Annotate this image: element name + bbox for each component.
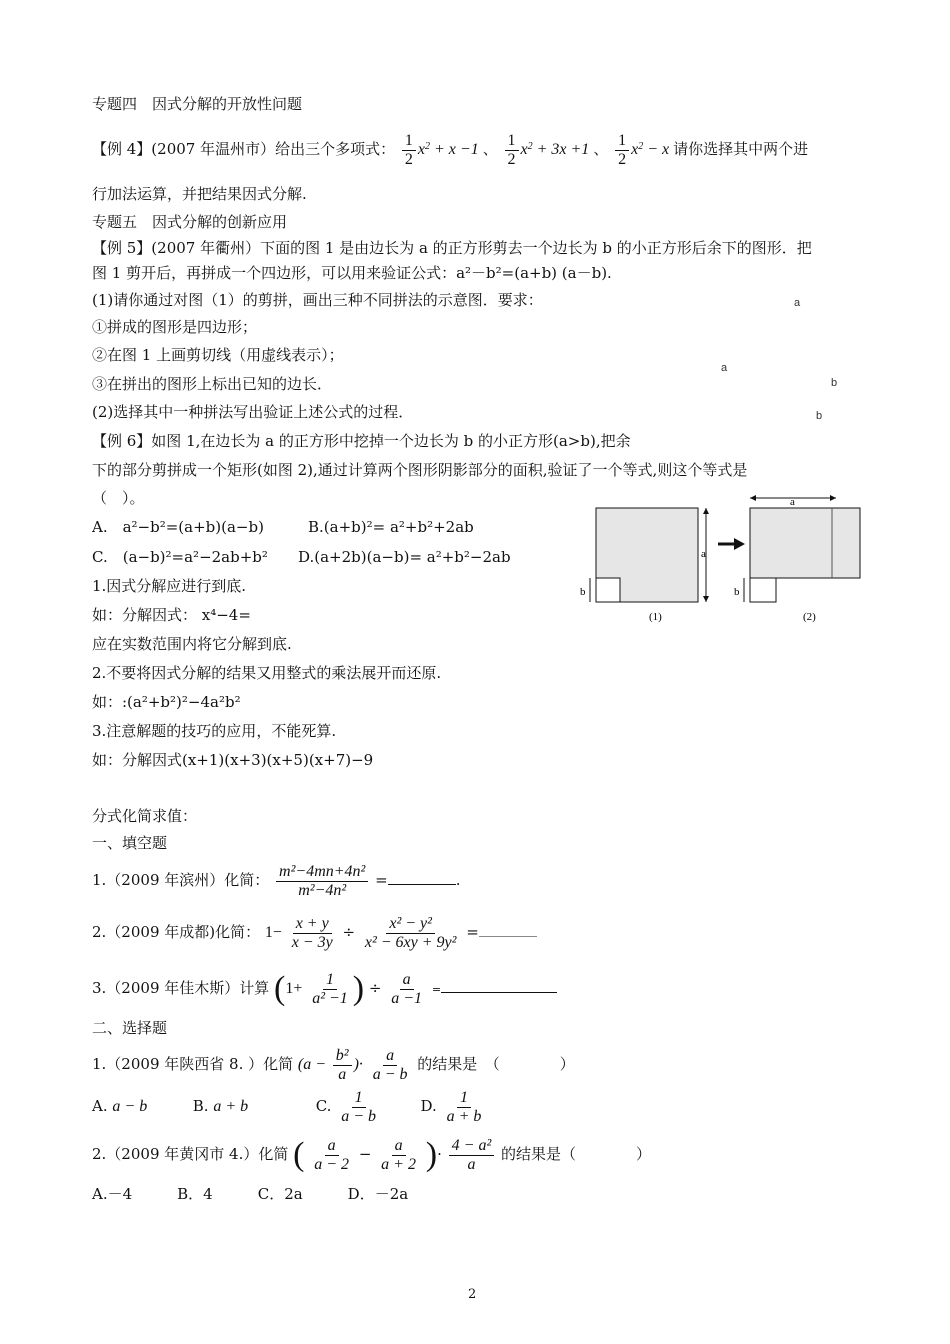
- choice1-option-d[interactable]: D. $\frac{1}{a + b}$: [420, 1088, 482, 1125]
- choice2-fraction-1: $\frac{a}{a - 2}$: [314, 1136, 350, 1173]
- choice2-fraction-3: $\frac{\text{4 − a²}}{a}$: [449, 1137, 495, 1174]
- example6-option-d: D.(a+2b)(a−b)= a²+b²−2ab: [298, 548, 511, 566]
- example6-option-c: C. (a−b)²=a²−2ab+b²: [92, 548, 268, 566]
- figure2-small-square: [750, 578, 776, 602]
- fill3-fraction-2: $\frac{a}{a -1}$: [391, 970, 423, 1007]
- figure2-caption: (2): [803, 611, 816, 623]
- choice2-options: A.－4 B．4 C．2a D．－2a: [92, 1185, 409, 1203]
- note1-example: 如：分解因式： x⁴−4=: [92, 606, 251, 624]
- figure2-label-a: a: [790, 496, 795, 508]
- fill2-answer-blank[interactable]: [479, 936, 537, 937]
- note2: 2.不要将因式分解的结果又用整式的乘法展开而还原.: [92, 664, 442, 682]
- side-label-b2: b: [816, 410, 823, 422]
- fill-question-1: 1.（2009 年滨州）化简： $\frac{\text{m²−4mn+4n²}}{\text{m²−4n²}}$ = .: [92, 862, 461, 899]
- choice-question-1: 1.（2009 年陕西省 8. ）化简 (a − $\frac{\text{b²}}{a}$ )· $\frac{a}{a - b}$ 的结果是 （ ）: [92, 1046, 575, 1083]
- example5-requirement2: ②在图 1 上画剪切线（用虚线表示）；: [92, 346, 344, 364]
- choice-title: 二、选择题: [92, 1019, 168, 1037]
- side-label-a2: a: [721, 362, 728, 374]
- figure1-small-square: [596, 578, 620, 602]
- fill2-fraction-1: $\frac{x + y}{x - 3y}$: [291, 914, 333, 951]
- polynomial-1: $\frac{1}{2}$ $x^2 + x -1$: [400, 141, 483, 158]
- page-number: 2: [468, 1287, 477, 1302]
- fill2-fraction-2: $\frac{\text{x² − y²}}{\text{x² − 6xy + 9y²}}$: [364, 914, 457, 951]
- fill-blank-title: 一、填空题: [92, 834, 168, 852]
- figure2-rectangle: [750, 508, 860, 578]
- note1-tail: 应在实数范围内将它分解到底.: [92, 635, 292, 653]
- fraction-section-title: 分式化简求值：: [92, 807, 198, 825]
- example5-line1: 【例 5】(2007 年衢州）下面的图 1 是由边长为 a 的正方形剪去一个边长为 b 的小正方形后余下的图形．把: [92, 239, 812, 257]
- example6-figure: [570, 486, 870, 626]
- example4-suffix: 请你选择其中两个进: [673, 140, 809, 158]
- choice-question-2: 2.（2009 年黄冈市 4.）化简 ( $\frac{a}{a - 2}$ − $\frac{a}{a + 2}$ )· $\frac{\text{4 − a²}}{a}$ 的结果是（ ）: [92, 1136, 652, 1173]
- polynomial-2: $\frac{1}{2}$ $x^2 + 3x +1$: [503, 141, 594, 158]
- example5-requirement3: ③在拼出的图形上标出已知的边长．: [92, 375, 333, 393]
- fill-question-3: 3.（2009 年佳木斯）计算 (1+ $\frac{1}{\text{a² −1}}$ ) ÷ $\frac{a}{a -1}$ =: [92, 964, 557, 1014]
- side-label-a1: a: [794, 297, 801, 309]
- note3: 3.注意解题的技巧的应用，不能死算.: [92, 722, 337, 740]
- example4-line2: 行加法运算，并把结果因式分解.: [92, 185, 307, 203]
- note2-example: 如：:(a²+b²)²−4a²b²: [92, 693, 241, 711]
- choice1-option-c[interactable]: C. $\frac{1}{a - b}$: [315, 1088, 376, 1125]
- example5-requirement1: ①拼成的图形是四边形；: [92, 318, 258, 336]
- example5-line2: 图 1 剪开后，再拼成一个四边形，可以用来验证公式：a²－b²=(a+b) (a－b).: [92, 264, 612, 282]
- side-label-b1: b: [831, 377, 838, 389]
- example6-line3: （ ）。: [92, 489, 145, 507]
- choice1-option-b[interactable]: B. a + b: [192, 1097, 249, 1115]
- note3-example: 如：分解因式(x+1)(x+3)(x+5)(x+7)−9: [92, 751, 374, 769]
- figure1-label-a: a: [701, 548, 706, 560]
- example6-line2: 下的部分剪拼成一个矩形(如图 2),通过计算两个图形阴影部分的面积,验证了一个等式,则这个等式是: [92, 461, 748, 479]
- choice1-option-a[interactable]: A. a − b: [92, 1097, 148, 1115]
- figure1-label-b: b: [580, 586, 586, 598]
- fill-question-2: 2.（2009 年成都)化简： 1− $\frac{x + y}{x - 3y}$ ÷ $\frac{\text{x² − y²}}{\text{x² − 6xy + 9y²}}$ =: [92, 910, 537, 955]
- example5-question2: (2)选择其中一种拼法写出验证上述公式的过程．: [92, 403, 414, 421]
- fill1-fraction: $\frac{\text{m²−4mn+4n²}}{\text{m²−4n²}}$: [276, 863, 368, 900]
- topic5-title: 专题五 因式分解的创新应用: [92, 213, 288, 231]
- example6-option-a: A. a²−b²=(a+b)(a−b): [92, 518, 264, 536]
- choice1-options: [92, 1086, 486, 1127]
- choice1-fraction-1: $\frac{\text{b²}}{a}$: [333, 1047, 352, 1084]
- fill1-answer-blank[interactable]: [388, 884, 456, 885]
- example6-line1: 【例 6】如图 1,在边长为 a 的正方形中挖掉一个边长为 b 的小正方形(a>b),把余: [92, 432, 631, 450]
- figure2-label-b: b: [734, 586, 740, 598]
- fill3-answer-blank[interactable]: [441, 992, 557, 993]
- polynomial-3: $\frac{1}{2}$ $x^2 - x$: [613, 141, 673, 158]
- example6-option-b: B.(a+b)²= a²+b²+2ab: [308, 518, 474, 536]
- note1: 1.因式分解应进行到底.: [92, 577, 247, 595]
- figure1-caption: (1): [649, 611, 662, 623]
- choice2-fraction-2: $\frac{a}{a + 2}$: [381, 1136, 416, 1173]
- example5-question1: (1)请你通过对图（1）的剪拼，画出三种不同拼法的示意图．要求：: [92, 291, 543, 309]
- fill3-fraction-1: $\frac{1}{\text{a² −1}}$: [312, 970, 348, 1007]
- choice1-fraction-2: $\frac{a}{a - b}$: [372, 1046, 408, 1083]
- example4-prefix: 【例 4】(2007 年温州市）给出三个多项式：: [92, 140, 396, 158]
- topic4-title: 专题四 因式分解的开放性问题: [92, 95, 303, 113]
- example4-line1: 【例 4】(2007 年温州市）给出三个多项式： $\frac{1}{2}$ $x^2 + x -1$ 、 $\frac{1}{2}$ $x^2 + 3x +1$ 、 $\frac{1}{2}$ $x^2 - x$ 请你选择其中两个进: [92, 131, 809, 168]
